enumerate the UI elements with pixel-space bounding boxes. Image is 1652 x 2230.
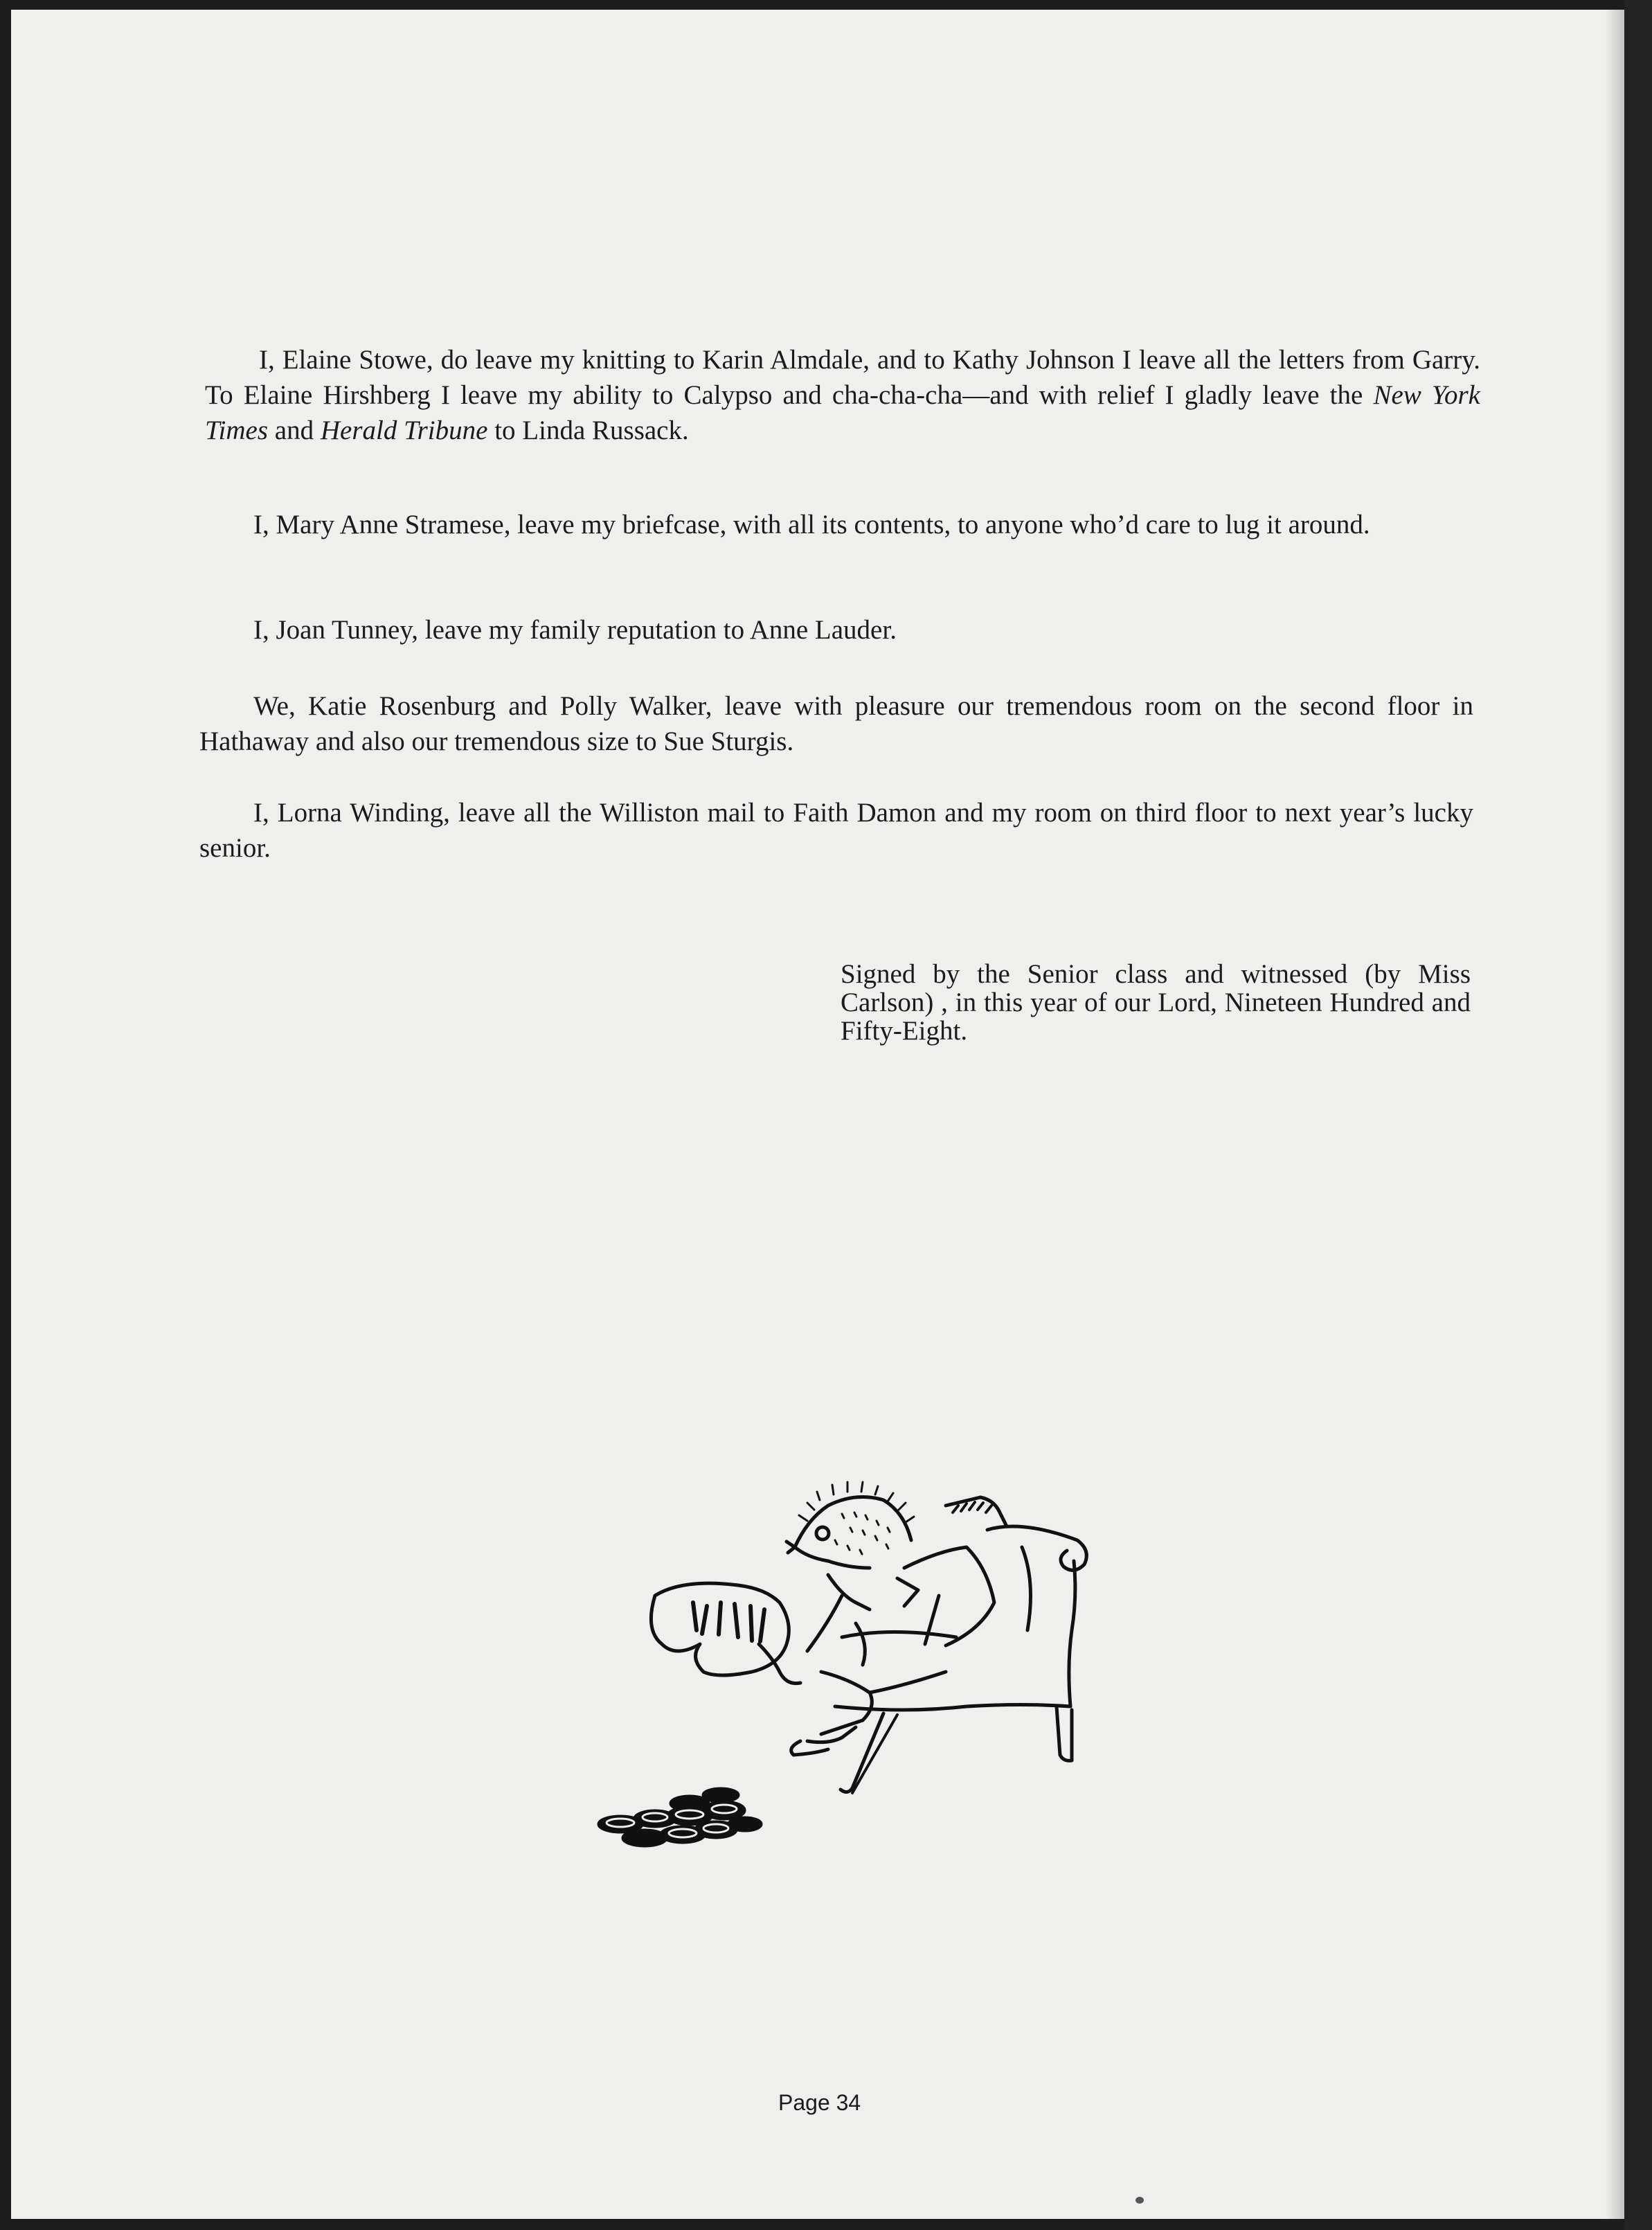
page-binding-shadow <box>1605 10 1624 2219</box>
document-page <box>11 10 1624 2219</box>
paragraph-text: to Linda Russack. <box>494 416 689 445</box>
paragraph-text: I, Elaine Stowe, do leave my knitting to Karin Almdale, and to Kathy Johnson I leave all the letters from Garry. To Elaine Hirshberg I leave my ability to Calypso and cha-cha-cha—and with relief I gladly leave the <box>205 345 1480 410</box>
hedgehog-reading-scroll-in-armchair-icon <box>579 1464 1105 1907</box>
paragraph-text: We, Katie Rosenburg and Polly Walker, leave with pleasure our tremendous room on the second floor in Hathaway and also our tremendous size to Sue Sturgis. <box>199 691 1473 756</box>
paragraph-text: I, Lorna Winding, leave all the Williston mail to Faith Damon and my room on third floor to next year’s lucky senior. <box>199 798 1473 863</box>
will-paragraph-mary-anne-stramese <box>199 507 1473 542</box>
signature-block: Signed by the Senior class and witnessed (by Miss Carlson) , in this year of our Lord, Nineteen Hundred and Fifty-Eight. <box>841 959 1471 1046</box>
will-paragraph-katie-rosenburg-polly-walker <box>199 688 1473 759</box>
scan-edge <box>1624 0 1652 2230</box>
paragraph-text: and <box>274 416 314 445</box>
newspaper-title: New York Times <box>205 380 1480 445</box>
scan-speck <box>1135 2197 1144 2204</box>
paragraph-text: I, Mary Anne Stramese, leave my briefcase, with all its contents, to anyone who’d care to lug it around. <box>253 510 1370 539</box>
will-paragraph-lorna-winding <box>199 795 1473 866</box>
will-paragraph-elaine-stowe <box>205 342 1480 448</box>
will-paragraph-joan-tunney <box>199 612 1473 648</box>
newspaper-title: Herald Tribune <box>320 416 488 445</box>
paragraph-text: I, Joan Tunney, leave my family reputation to Anne Lauder. <box>253 615 897 645</box>
page-number: Page 34 <box>778 2090 861 2115</box>
